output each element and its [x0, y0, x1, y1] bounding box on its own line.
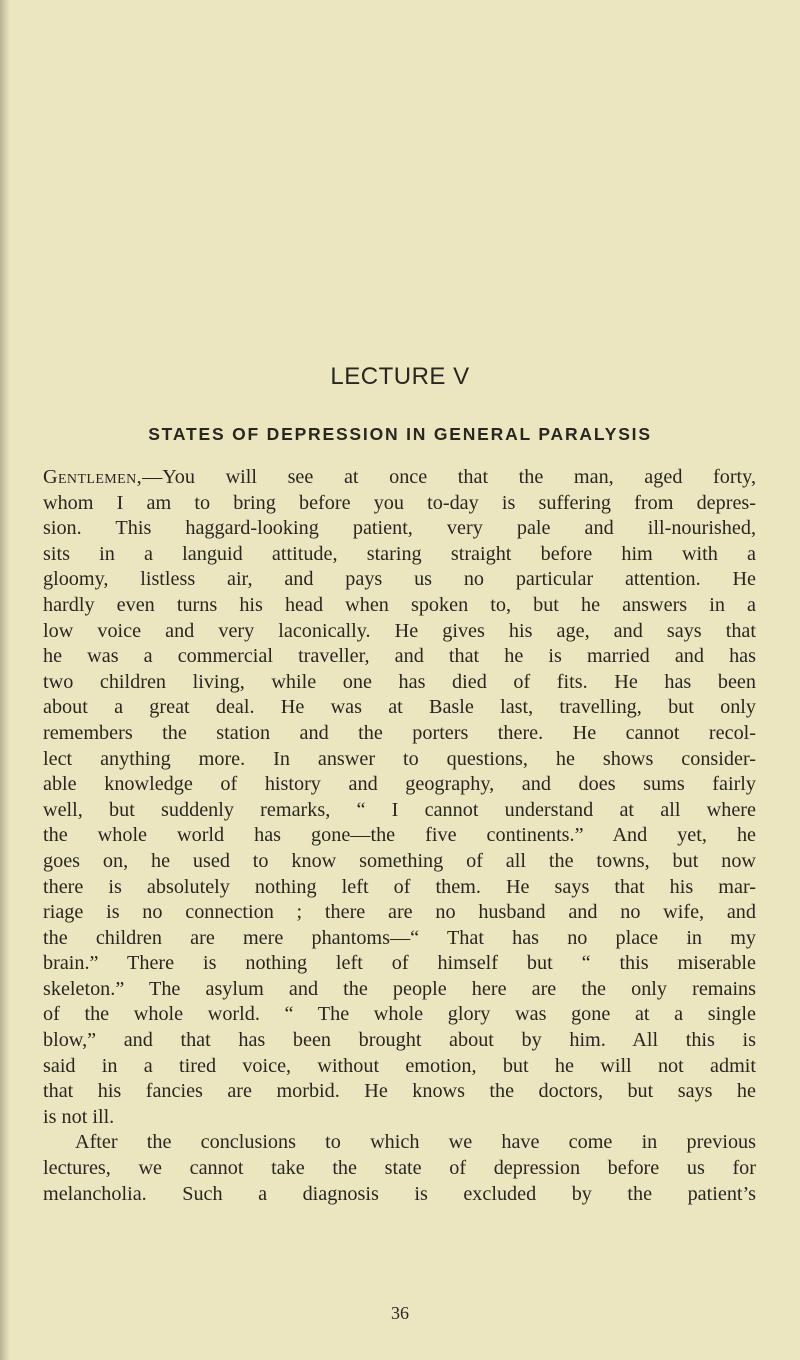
- text-line: the children are mere phantoms—“ That has no place in my: [43, 926, 756, 949]
- text-line: whom I am to bring before you to-day is suffering from depres-: [43, 491, 756, 514]
- text-line: skeleton.” The asylum and the people here are the only remains: [43, 977, 756, 1000]
- lecture-heading: LECTURE V: [330, 363, 470, 390]
- body-text: [43, 465, 756, 1207]
- text-line: that his fancies are morbid. He knows the doctors, but says he: [43, 1080, 756, 1103]
- text-line: brain.” There is nothing left of himself but “ this miserable: [43, 952, 756, 975]
- text-line: blow,” and that has been brought about by him. All this is: [43, 1029, 756, 1052]
- text-line: riage is no connection ; there are no husband and no wife, and: [43, 901, 756, 924]
- text-line: remembers the station and the porters there. He cannot recol-: [43, 721, 756, 744]
- text-line: sion. This haggard-looking patient, very pale and ill-nourished,: [43, 517, 756, 540]
- text-line: lect anything more. In answer to questions, he shows consider-: [43, 747, 756, 770]
- text-line-content: —You will see at once that the man, aged forty,: [142, 466, 756, 488]
- text-line: low voice and very laconically. He gives his age, and says that: [43, 619, 756, 642]
- text-line: of the whole world. “ The whole glory was gone at a single: [43, 1003, 756, 1026]
- text-line: able knowledge of history and geography, and does sums fairly: [43, 773, 756, 796]
- text-line: two children living, while one has died of fits. He has been: [43, 670, 756, 693]
- text-line: sits in a languid attitude, staring straight before him with a: [43, 542, 756, 565]
- text-line: said in a tired voice, without emotion, but he will not admit: [43, 1054, 756, 1077]
- page-number: 36: [391, 1303, 409, 1323]
- text-line: well, but suddenly remarks, “ I cannot understand at all where: [43, 798, 756, 821]
- text-line: goes on, he used to know something of all the towns, but now: [43, 849, 756, 872]
- text-line: hardly even turns his head when spoken to, but he answers in a: [43, 593, 756, 616]
- text-line: is not ill.: [43, 1105, 115, 1128]
- text-line: gloomy, listless air, and pays us no particular attention. He: [43, 568, 756, 591]
- text-line: [43, 465, 756, 491]
- text-line: melancholia. Such a diagnosis is excluded by the patient’s: [43, 1182, 756, 1205]
- text-line: there is absolutely nothing left of them. He says that his mar-: [43, 875, 756, 898]
- text-line: he was a commercial traveller, and that he is married and has: [43, 645, 756, 668]
- text-line: lectures, we cannot take the state of depression before us for: [43, 1157, 756, 1180]
- text-line: the whole world has gone—the five continents.” And yet, he: [43, 824, 756, 847]
- salutation: Gentlemen,: [43, 466, 143, 488]
- chapter-title: STATES OF DEPRESSION IN GENERAL PARALYSIS: [148, 424, 652, 444]
- text-line: After the conclusions to which we have come in previous: [75, 1131, 756, 1154]
- text-line: about a great deal. He was at Basle last, travelling, but only: [43, 696, 756, 719]
